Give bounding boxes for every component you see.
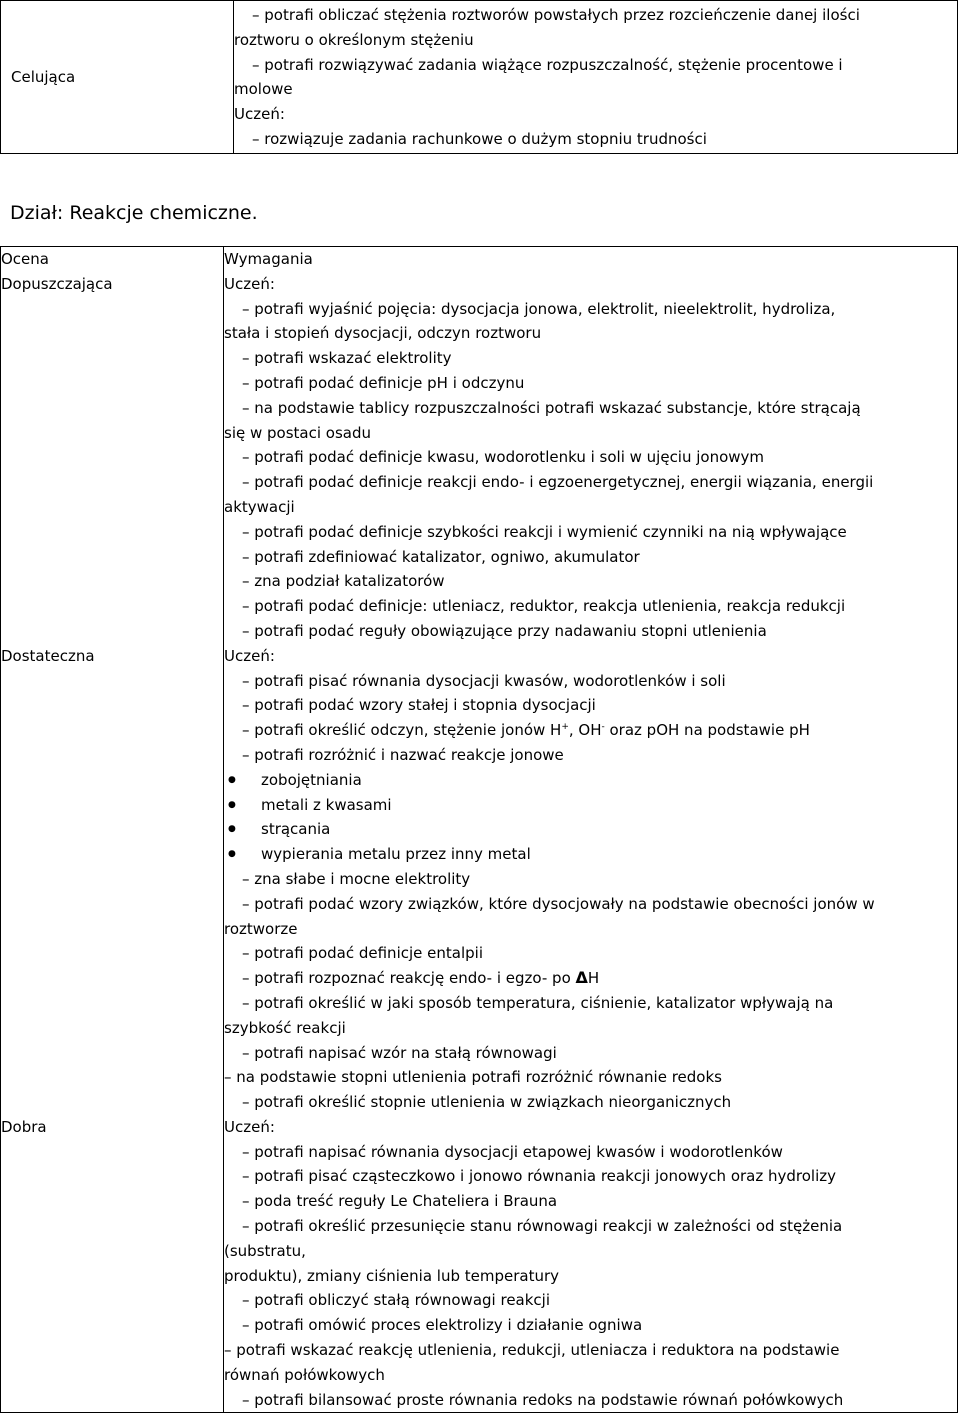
requirement-line: – potrafi rozwiązywać zadania wiążące rozpuszczalność, stężenie procentowe i bbox=[234, 53, 957, 78]
grade-dobra: Dobra bbox=[1, 1117, 47, 1136]
grade-dostateczna: Dostateczna bbox=[1, 646, 95, 665]
requirements-cell bbox=[234, 1, 958, 154]
requirements-column bbox=[224, 644, 958, 1115]
requirement-line: – potrafi określić przesunięcie stanu równowagi reakcji w zależności od stężenia bbox=[224, 1214, 957, 1239]
requirement-line: – potrafi podać definicje kwasu, wodorotlenku i soli w ujęciu jonowym bbox=[224, 445, 957, 470]
bullet-item: ● strącania bbox=[224, 817, 957, 842]
requirement-line: – potrafi rozpoznać reakcję endo- i egzo- po ΔH bbox=[224, 966, 957, 991]
requirement-line: równań połówkowych bbox=[224, 1365, 385, 1384]
requirement-line: – zna słabe i mocne elektrolity bbox=[224, 867, 957, 892]
header-requirements: Wymagania bbox=[224, 250, 313, 268]
grade-cell bbox=[1, 1, 234, 154]
requirement-line: stała i stopień dysocjacji, odczyn roztworu bbox=[224, 324, 542, 343]
requirement-line: – potrafi określić w jaki sposób temperatura, ciśnienie, katalizator wpływają na bbox=[224, 991, 957, 1016]
requirement-line: szybkość reakcji bbox=[224, 1018, 346, 1037]
requirement-line: – rozwiązuje zadania rachunkowe o dużym stopniu trudności bbox=[234, 127, 957, 152]
grade-column bbox=[1, 1115, 224, 1413]
student-label: Uczeń: bbox=[224, 1117, 275, 1136]
top-requirements-table bbox=[0, 0, 958, 154]
grade-column bbox=[1, 247, 224, 644]
main-requirements-table bbox=[0, 246, 958, 1413]
requirement-line: – poda treść reguły Le Chateliera i Brauna bbox=[224, 1189, 957, 1214]
header-grade: Ocena bbox=[1, 250, 49, 268]
requirement-line: – potrafi obliczyć stałą równowagi reakcji bbox=[224, 1288, 957, 1313]
requirements-column bbox=[224, 247, 958, 644]
student-label: Uczeń: bbox=[234, 105, 285, 124]
requirement-line: – potrafi określić odczyn, stężenie jonów H+, OH- oraz pOH na podstawie pH bbox=[224, 718, 957, 743]
requirement-line: – potrafi wyjaśnić pojęcia: dysocjacja jonowa, elektrolit, nieelektrolit, hydroliza, bbox=[224, 297, 957, 322]
requirement-line: produktu), zmiany ciśnienia lub temperatury bbox=[224, 1266, 560, 1285]
requirement-line: – zna podział katalizatorów bbox=[224, 569, 957, 594]
requirement-line: się w postaci osadu bbox=[224, 423, 371, 442]
requirement-line: – potrafi podać wzory związków, które dysocjowały na podstawie obecności jonów w bbox=[224, 892, 957, 917]
requirement-line: (substratu, bbox=[224, 1241, 306, 1260]
requirement-line: – potrafi wskazać reakcję utlenienia, redukcji, utleniacza i reduktora na podstawie bbox=[224, 1338, 957, 1363]
grade-column bbox=[1, 644, 224, 1115]
requirement-line: – potrafi rozróżnić i nazwać reakcje jonowe bbox=[224, 743, 957, 768]
requirement-line: – na podstawie stopni utlenienia potrafi rozróżnić równanie redoks bbox=[224, 1065, 957, 1090]
section-heading: Dział: Reakcje chemiczne. bbox=[10, 202, 258, 224]
requirement-line: – potrafi określić stopnie utlenienia w związkach nieorganicznych bbox=[224, 1090, 957, 1115]
requirement-line: – potrafi podać definicje szybkości reakcji i wymienić czynniki na nią wpływające bbox=[224, 520, 957, 545]
requirement-line: – potrafi napisać wzór na stałą równowagi bbox=[224, 1041, 957, 1066]
student-label: Uczeń: bbox=[224, 274, 275, 293]
requirement-line: roztworze bbox=[224, 919, 298, 938]
requirement-line: – potrafi podać definicje reakcji endo- i egzoenergetycznej, energii wiązania, energii bbox=[224, 470, 957, 495]
requirement-line: roztworu o określonym stężeniu bbox=[234, 30, 474, 49]
requirement-line: – potrafi podać definicje: utleniacz, reduktor, reakcja utlenienia, reakcja redukcji bbox=[224, 594, 957, 619]
requirement-line: – potrafi pisać równania dysocjacji kwasów, wodorotlenków i soli bbox=[224, 669, 957, 694]
requirement-line: – potrafi pisać cząsteczkowo i jonowo równania reakcji jonowych oraz hydrolizy bbox=[224, 1164, 957, 1189]
delta-symbol: Δ bbox=[575, 968, 588, 988]
requirement-line: aktywacji bbox=[224, 497, 295, 516]
bullet-item: ● wypierania metalu przez inny metal bbox=[224, 842, 957, 867]
requirement-line: – potrafi podać reguły obowiązujące przy nadawaniu stopni utlenienia bbox=[224, 619, 957, 644]
requirement-line: – potrafi omówić proces elektrolizy i działanie ogniwa bbox=[224, 1313, 957, 1338]
grade-label: Celująca bbox=[11, 68, 76, 86]
requirement-line: molowe bbox=[234, 80, 293, 99]
requirement-line: – potrafi zdefiniować katalizator, ogniwo, akumulator bbox=[224, 545, 957, 570]
requirement-line: – na podstawie tablicy rozpuszczalności potrafi wskazać substancje, które strącają bbox=[224, 396, 957, 421]
requirement-line: – potrafi wskazać elektrolity bbox=[224, 346, 957, 371]
requirements-column bbox=[224, 1115, 958, 1413]
requirement-line: – potrafi obliczać stężenia roztworów powstałych przez rozcieńczenie danej ilości bbox=[234, 3, 957, 28]
requirement-line: – potrafi bilansować proste równania redoks na podstawie równań połówkowych bbox=[224, 1388, 957, 1413]
requirement-line: – potrafi podać definicje entalpii bbox=[224, 941, 957, 966]
grade-dopuszczajaca: Dopuszczająca bbox=[1, 274, 113, 293]
bullet-item: ● zobojętniania bbox=[224, 768, 957, 793]
requirement-line: – potrafi podać wzory stałej i stopnia dysocjacji bbox=[224, 693, 957, 718]
student-label: Uczeń: bbox=[224, 646, 275, 665]
bullet-item: ● metali z kwasami bbox=[224, 793, 957, 818]
requirement-line: – potrafi napisać równania dysocjacji etapowej kwasów i wodorotlenków bbox=[224, 1140, 957, 1165]
requirement-line: – potrafi podać definicje pH i odczynu bbox=[224, 371, 957, 396]
